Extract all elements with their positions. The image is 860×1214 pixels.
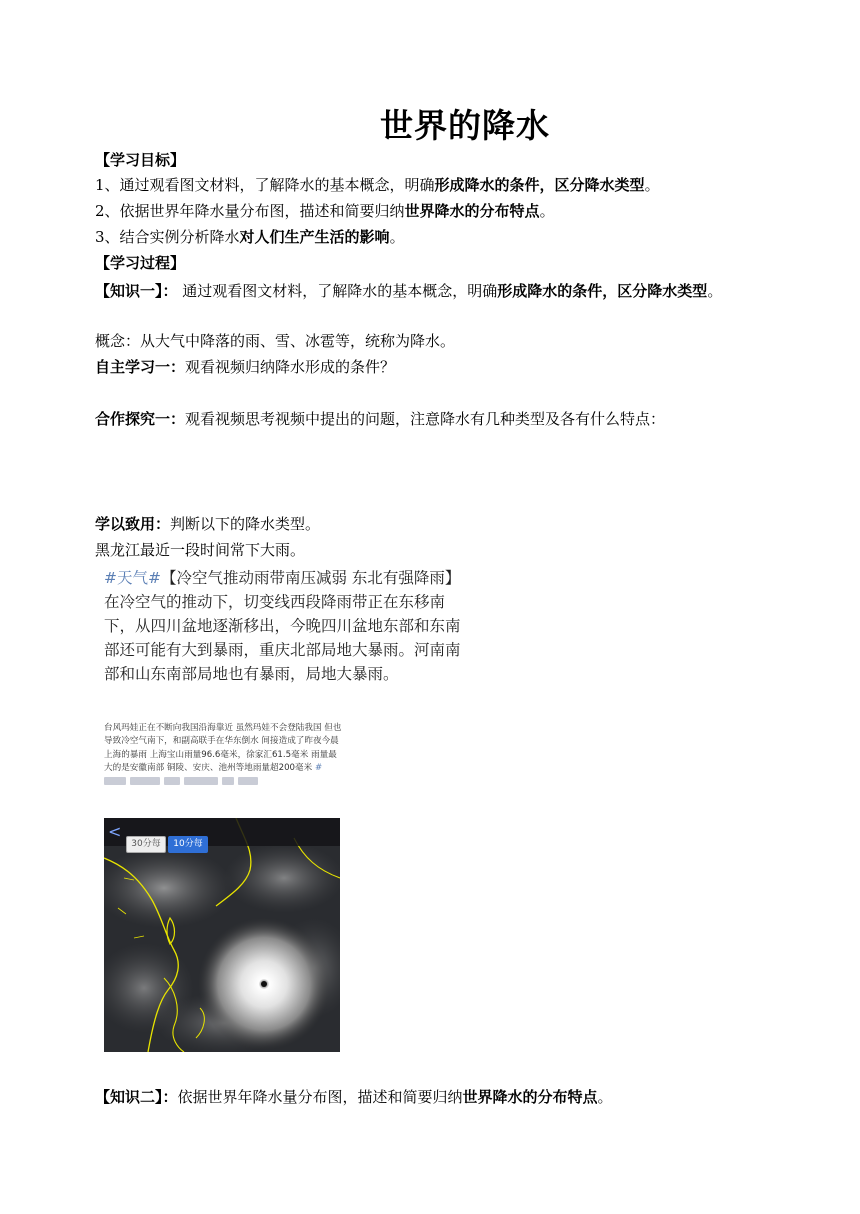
goals-header: 【学习目标】 [95, 151, 186, 169]
apply-section [95, 513, 320, 535]
satellite-cloud-image [104, 818, 340, 1052]
knowledge-1-end: 。 [707, 282, 723, 300]
apply-label: 学以致用： [95, 515, 171, 533]
weibo-post-image [104, 566, 474, 714]
concept-text: 概念：从大气中降落的雨、雪、冰雹等，统称为降水。 [95, 332, 456, 350]
knowledge-1-label: 【知识一】： [95, 282, 178, 300]
knowledge-1-text: 通过观看图文材料，了解降水的基本概念，明确 [177, 282, 498, 300]
goal-1-end: 。 [644, 176, 660, 194]
knowledge-2-label: 【知识二】： [95, 1088, 178, 1106]
goal-1-bold: 形成降水的条件，区分降水类型 [434, 176, 645, 194]
goal-2-text: 2、依据世界年降水量分布图，描述和简要归纳 [95, 202, 405, 220]
self-study-label: 自主学习一： [95, 358, 186, 376]
knowledge-1-bold: 形成降水的条件，区分降水类型 [497, 282, 708, 300]
weibo-text: 【冷空气推动雨带南压减弱 东北有强降雨】在冷空气的推动下，切变线西段降雨带正在东移南下，从四川盆地逐渐移出，今晚四川盆地东部和东南部还可能有大到暴雨，重庆北部局地大暴雨。河南南部和山东南部局地也有暴雨，局地大暴雨。 [104, 569, 461, 683]
coop-label: 合作探究一： [95, 410, 186, 428]
coop-explore [95, 408, 665, 430]
self-study [95, 356, 395, 378]
goal-1 [95, 174, 660, 196]
back-arrow-icon[interactable]: < [108, 822, 122, 841]
interval-10min-button[interactable]: 10分每 [168, 836, 208, 853]
typhoon-post-text: 台风玛娃正在不断向我国沿海靠近 虽然玛娃不会登陆我国 但也导致冷空气南下，和副高联手在华东倒水 间接造成了昨夜今晨上海的暴雨 上海宝山雨量96.6毫米，徐家汇61.5毫米 雨量最大的是安徽南部 铜陵、安庆、池州等地雨量超200毫米 [104, 723, 342, 774]
process-header: 【学习过程】 [95, 254, 186, 272]
goal-1-text: 1、通过观看图文材料，了解降水的基本概念，明确 [95, 176, 435, 194]
weibo-hashtag: #天气# [104, 569, 161, 587]
apply-text: 判断以下的降水类型。 [170, 515, 321, 533]
typhoon-post-tag: # [314, 763, 323, 774]
knowledge-2-end: 。 [597, 1088, 613, 1106]
blurred-text [238, 777, 258, 785]
blurred-text [222, 777, 234, 785]
goal-3-end: 。 [389, 228, 405, 246]
goal-3-bold: 对人们生产生活的影响 [239, 228, 390, 246]
page-title: 世界的降水 [380, 106, 550, 145]
goal-2-end: 。 [539, 202, 555, 220]
blurred-text [184, 777, 218, 785]
knowledge-2 [95, 1086, 613, 1108]
blurred-text [130, 777, 160, 785]
heilongjiang-text: 黑龙江最近一段时间常下大雨。 [95, 541, 306, 559]
blurred-text [164, 777, 180, 785]
blurred-text [104, 777, 126, 785]
goal-2-bold: 世界降水的分布特点 [404, 202, 540, 220]
knowledge-2-bold: 世界降水的分布特点 [462, 1088, 598, 1106]
interval-30min-button[interactable]: 30分每 [126, 836, 166, 853]
satellite-cloud-graphic [104, 818, 340, 1052]
knowledge-1 [95, 278, 770, 304]
goal-3-text: 3、结合实例分析降水 [95, 228, 240, 246]
goal-2 [95, 200, 555, 222]
coop-text: 观看视频思考视频中提出的问题，注意降水有几种类型及各有什么特点： [185, 410, 666, 428]
typhoon-post-image [104, 722, 344, 812]
knowledge-2-text: 依据世界年降水量分布图，描述和简要归纳 [177, 1088, 463, 1106]
goal-3 [95, 226, 405, 248]
self-study-text: 观看视频归纳降水形成的条件？ [185, 358, 396, 376]
